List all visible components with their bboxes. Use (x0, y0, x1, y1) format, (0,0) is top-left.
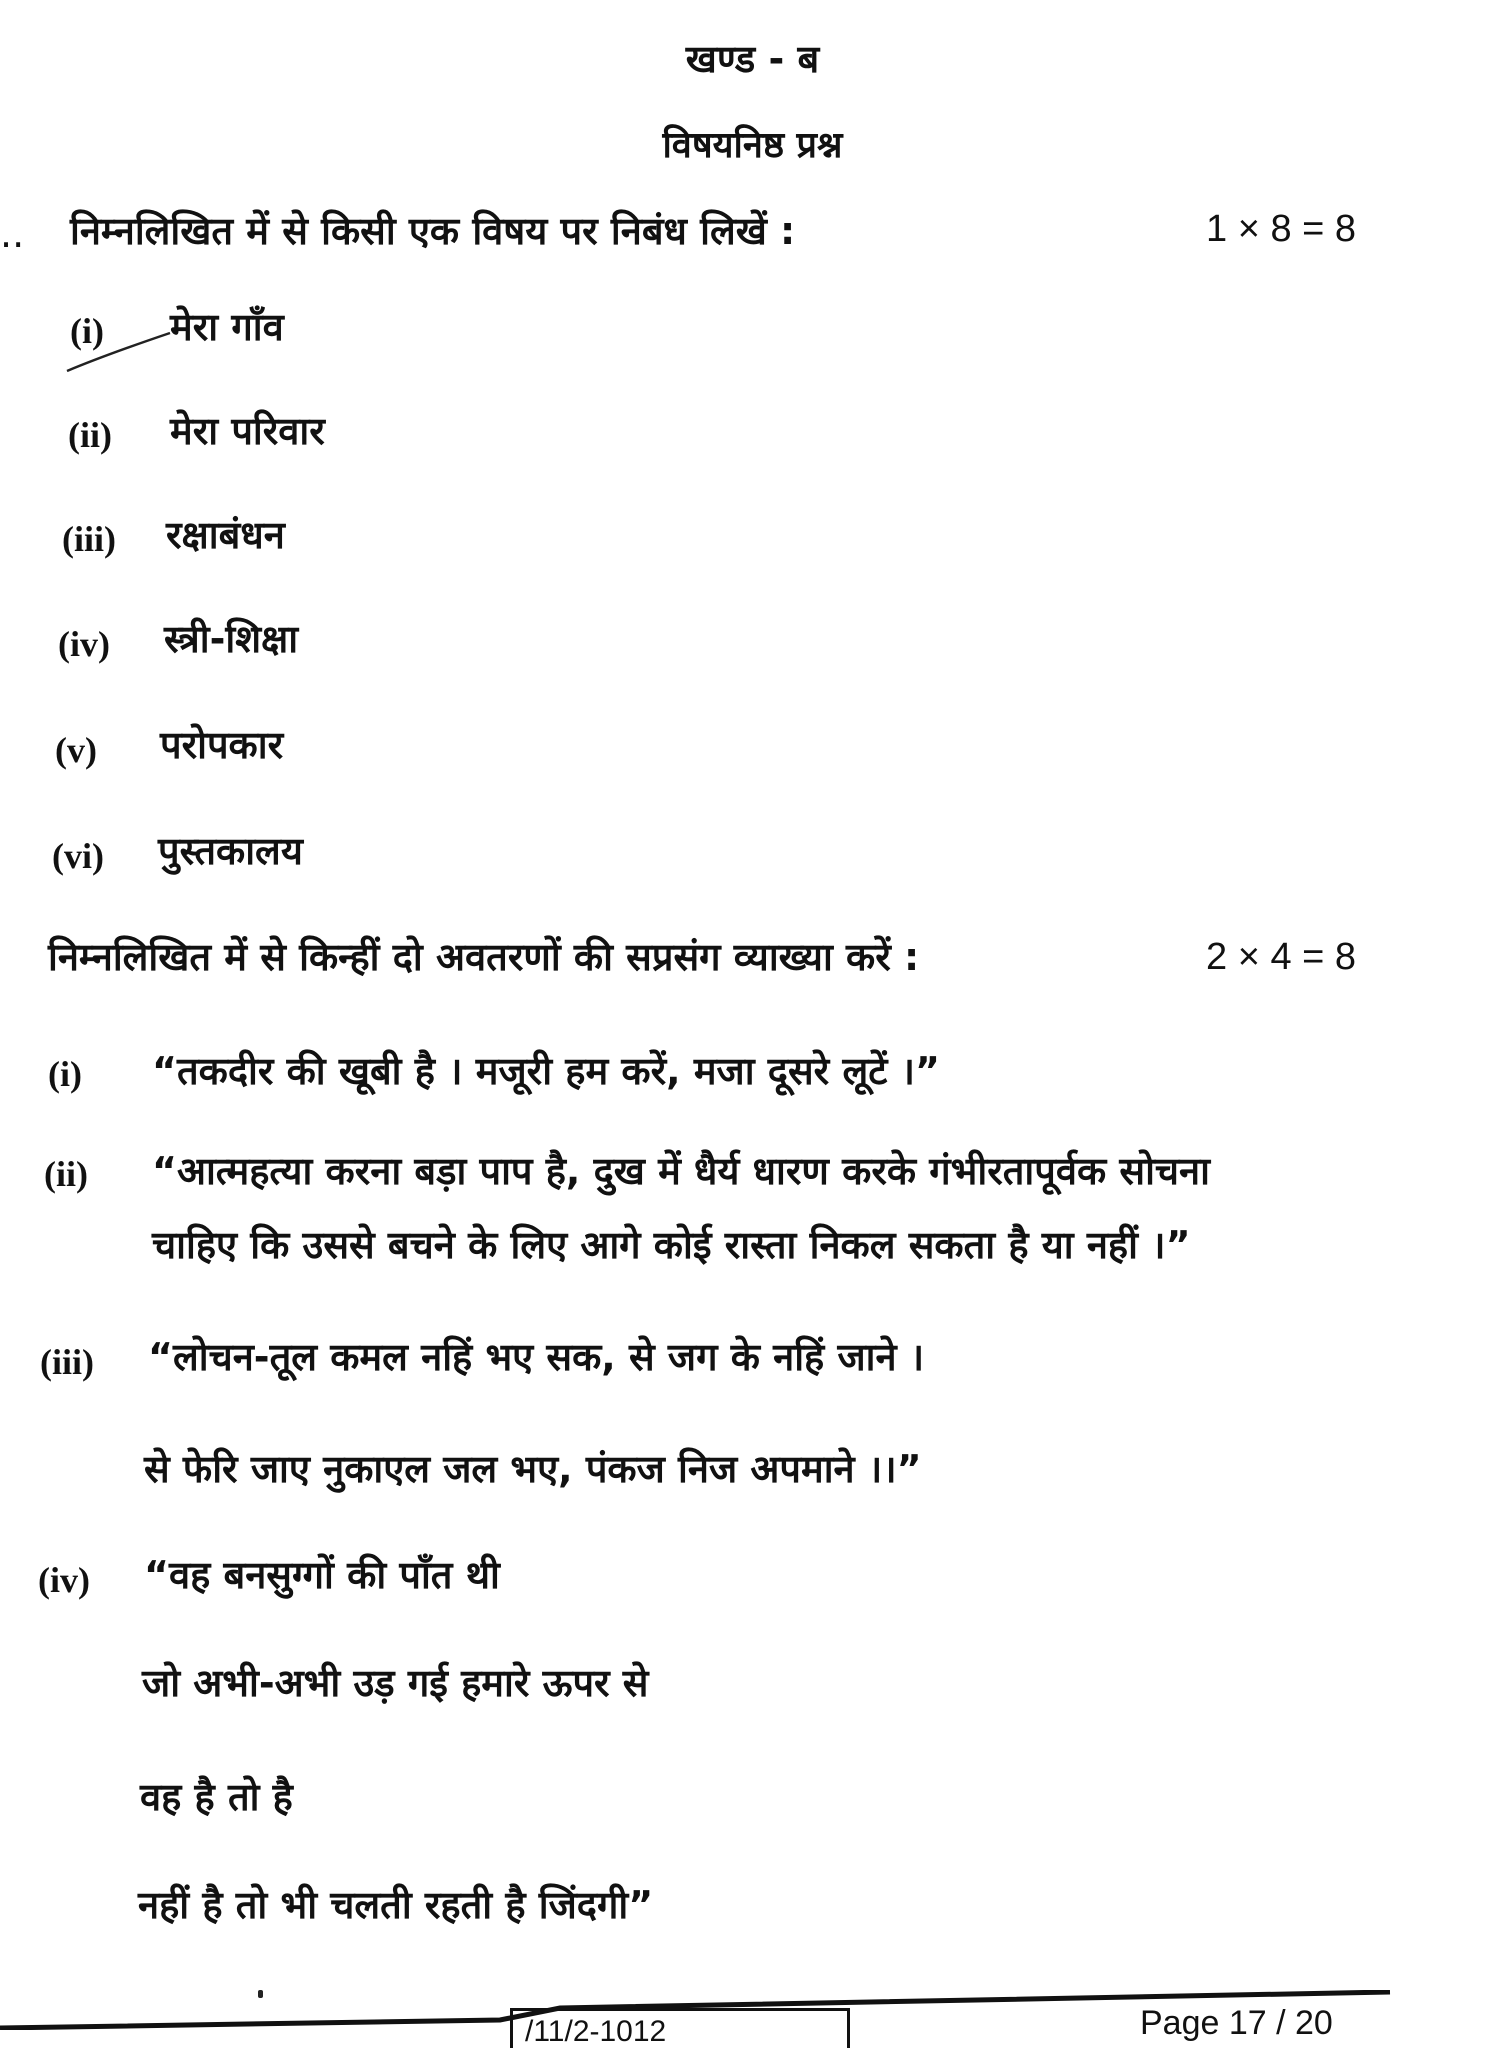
pen-tick-mark (65, 325, 175, 375)
q2-item-line: चाहिए कि उससे बचने के लिए आगे कोई रास्ता निकल सकता है या नहीं ।” (152, 1223, 1191, 1267)
q1-item-label: (iii) (62, 519, 116, 559)
q2-item-line: से फेरि जाए नुकाएल जल भए, पंकज निज अपमाने ।।” (144, 1447, 922, 1491)
q1-item-label: (v) (55, 730, 97, 770)
q1-item-text: मेरा परिवार (170, 409, 325, 453)
q2-item-label: (iv) (38, 1560, 90, 1600)
q1-item-label: (i) (70, 311, 104, 351)
section-title: खण्ड - ब (685, 37, 820, 81)
q1-item-text: रक्षाबंधन (166, 513, 285, 557)
q2-item-line: “वह बनसुग्गों की पाँत थी (144, 1553, 500, 1597)
paper-code-box: /11/2-1012 (510, 2008, 850, 2048)
q1-item-text: परोपकार (160, 723, 284, 767)
q2-item-label: (iii) (40, 1342, 94, 1382)
q1-item-label: (iv) (58, 624, 110, 664)
q2-item-line: “तकदीर की खूबी है । मजूरी हम करें, मजा दूसरे लूटें ।” (152, 1049, 940, 1093)
q2-item-line: “आत्महत्या करना बड़ा पाप है, दुख में धैर्य धारण करके गंभीरतापूर्वक सोचना (152, 1149, 1210, 1193)
q1-item-text: पुस्तकालय (158, 829, 303, 873)
q1-item-text: स्त्री-शिक्षा (164, 617, 299, 661)
question-number: .. (0, 212, 25, 256)
q2-item-line: नहीं है तो भी चलती रहती है जिंदगी” (138, 1883, 654, 1927)
q2-marks: 2 × 4 = 8 (1206, 936, 1357, 978)
page-number: Page 17 / 20 (1140, 2004, 1333, 2042)
q1-item-label: (vi) (52, 836, 104, 876)
q2-item-line: जो अभी-अभी उड़ गई हमारे ऊपर से (142, 1661, 649, 1705)
q2-item-label: (ii) (44, 1154, 88, 1194)
q2-item-line: “लोचन-तूल कमल नहिं भए सक, से जग के नहिं जाने । (148, 1335, 925, 1379)
q1-item-label: (ii) (68, 415, 112, 455)
q2-prompt: निम्नलिखित में से किन्हीं दो अवतरणों की सप्रसंग व्याख्या करें : (48, 935, 920, 979)
q1-marks: 1 × 8 = 8 (1206, 208, 1357, 250)
q1-item-text: मेरा गाँव (170, 305, 284, 349)
section-subtitle: विषयनिष्ठ प्रश्न (662, 125, 843, 166)
q2-item-line: वह है तो है (140, 1775, 293, 1819)
q2-item-label: (i) (48, 1054, 82, 1094)
q1-prompt: निम्नलिखित में से किसी एक विषय पर निबंध लिखें : (70, 209, 796, 253)
